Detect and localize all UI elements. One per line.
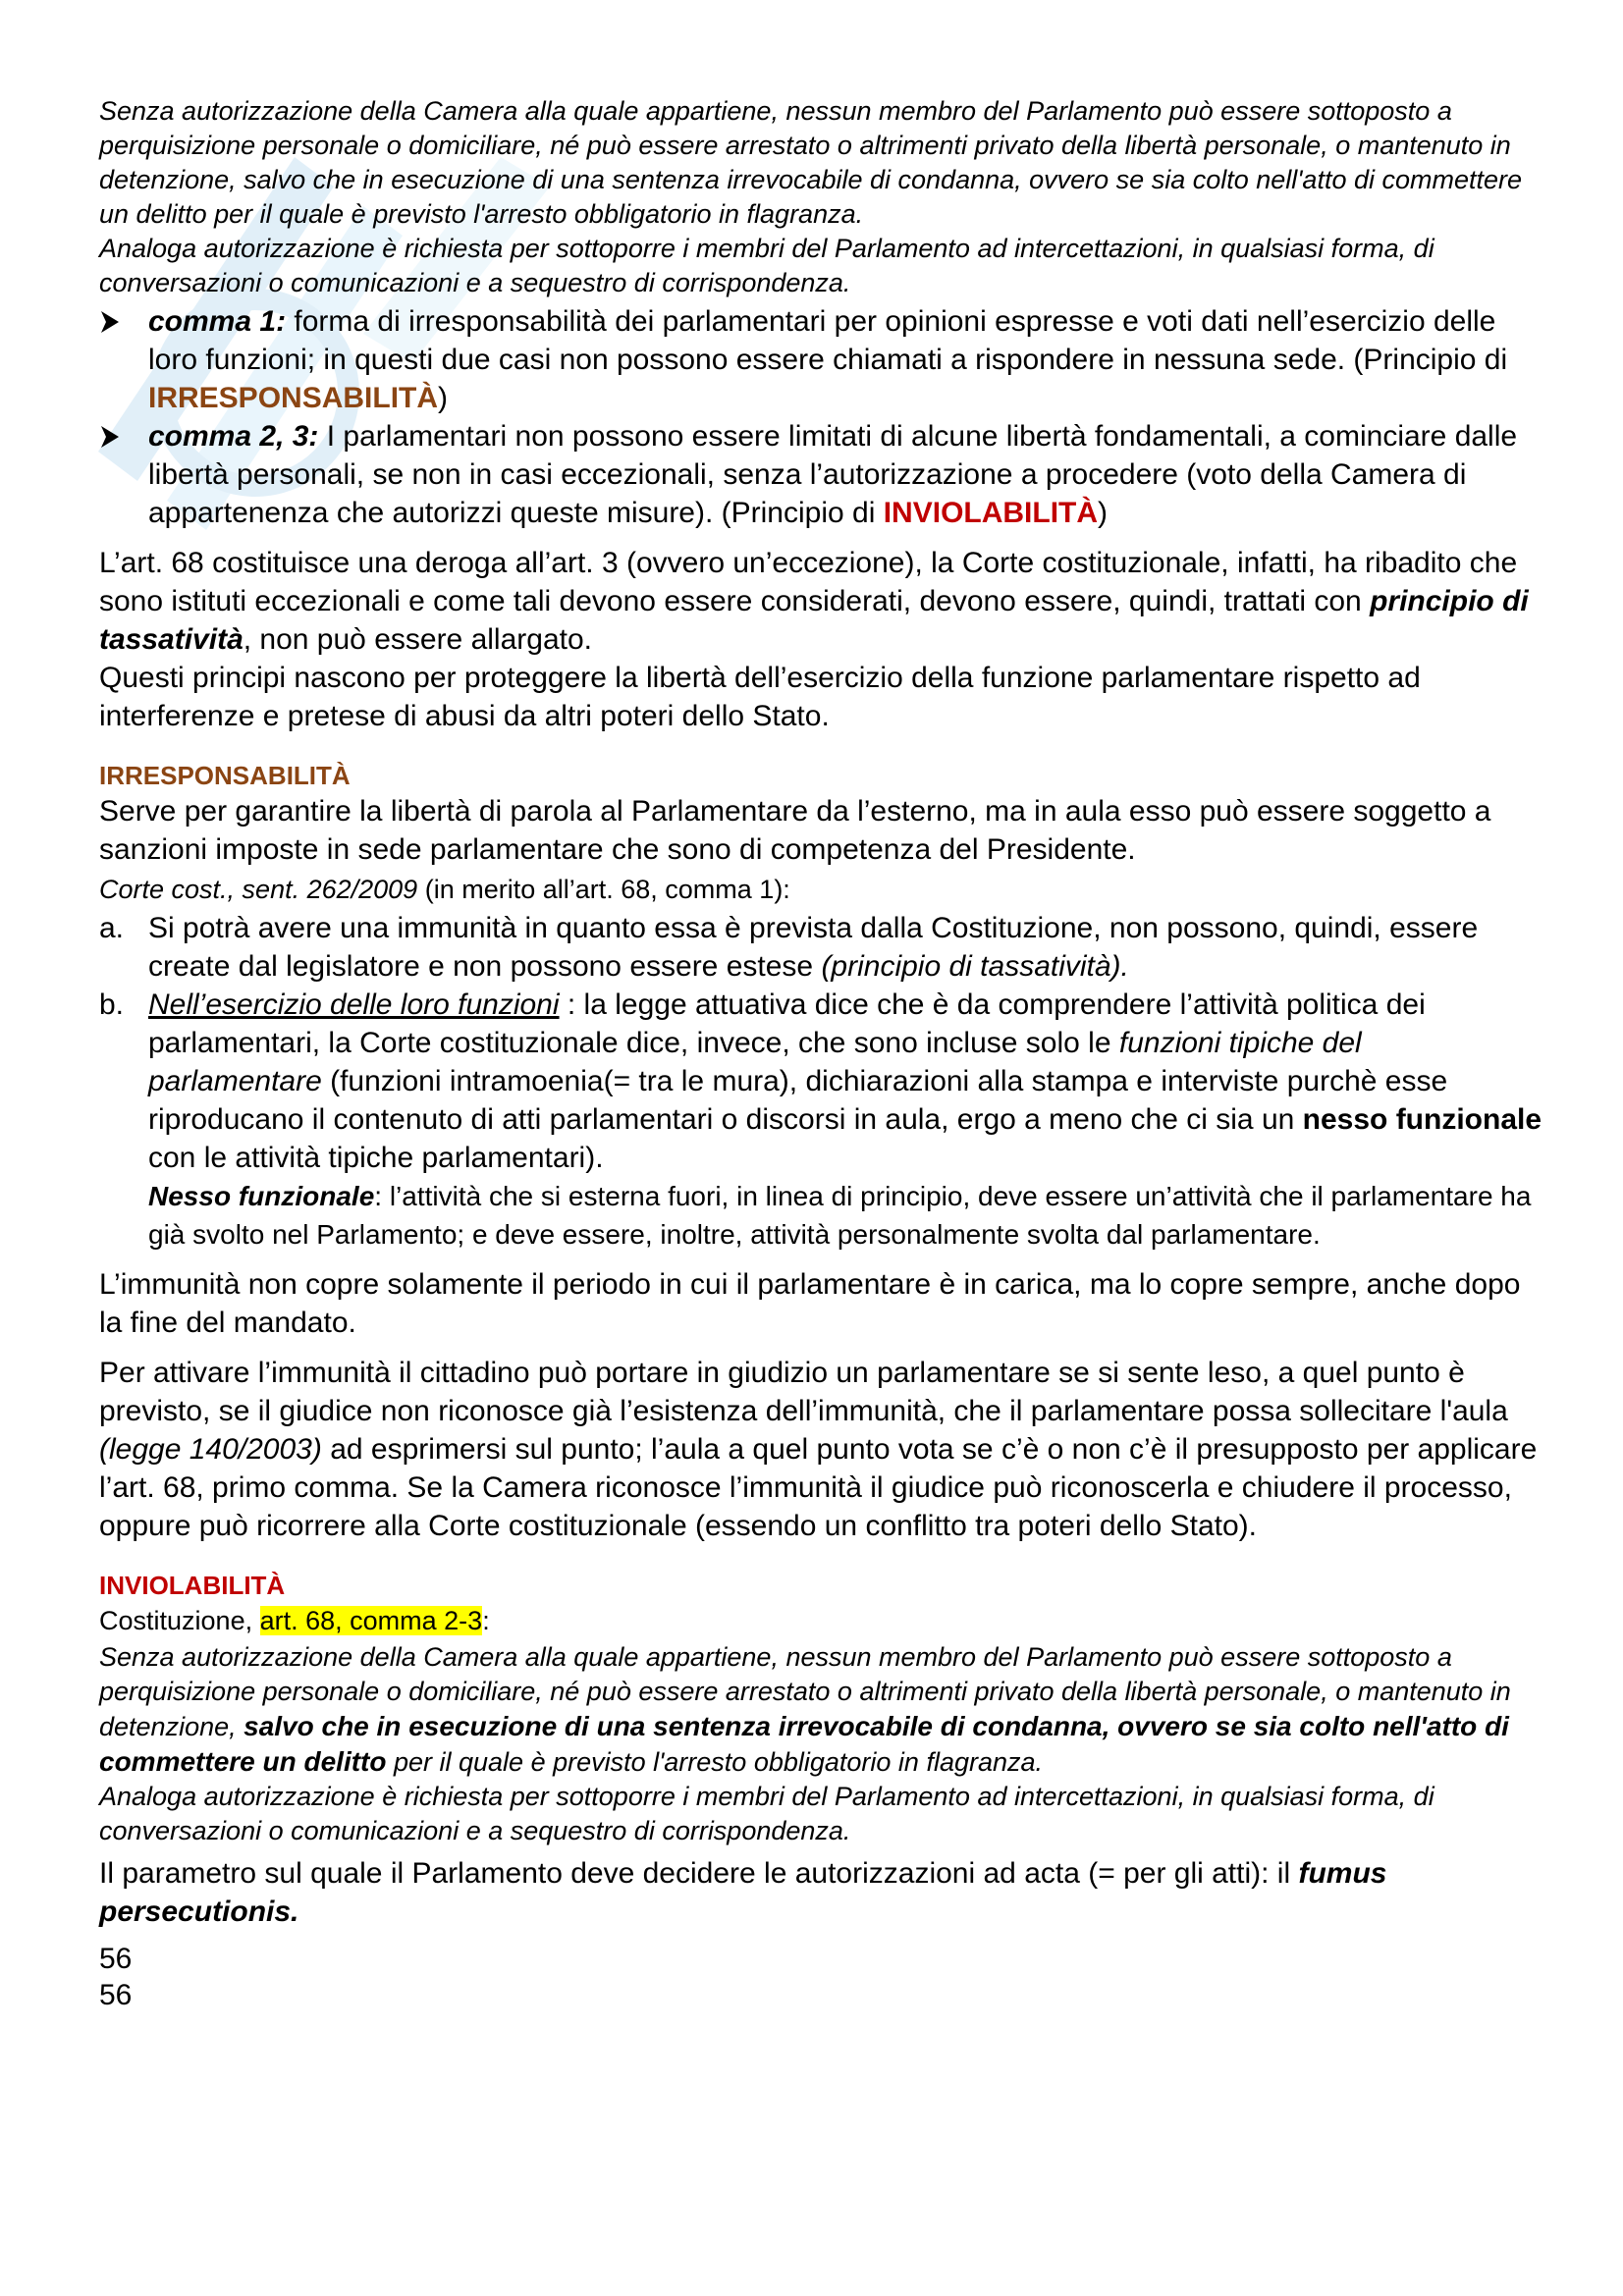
nesso-funzionale-definition: [148, 1177, 1542, 1254]
list-item-b: [99, 986, 1542, 1254]
text-run: Si potrà avere una immunità in quanto essa è prevista dalla Costituzione, non possono, quindi, essere create dal legislatore e non possono essere estese: [148, 912, 1479, 983]
text-run: (funzioni intramoenia(= tra le mura), dichiarazioni alla stampa e interviste purchè esse riproducano il contenuto di atti parlamentari o discorsi in aula, ergo a meno che ci sia un: [148, 1065, 1448, 1136]
paragraph-principi: Questi principi nascono per proteggere la libertà dell’esercizio della funzione parlamentare rispetto ad interferenze e pretese di abusi da altri poteri dello Stato.: [99, 662, 1421, 732]
text-run: con le attività tipiche parlamentari).: [148, 1142, 604, 1174]
text-underline-italic: Nell’esercizio delle loro funzioni: [148, 988, 560, 1021]
bullet-comma-1: [99, 302, 1542, 417]
text-italic: (legge 140/2003): [99, 1433, 322, 1466]
quote-art68-paragraph-2: Analoga autorizzazione è richiesta per sottoporre i membri del Parlamento ad intercettazioni, in qualsiasi forma, di conversazioni o comunicazioni e a sequestro di corrispondenza.: [99, 234, 1434, 297]
list-letter: b.: [99, 988, 125, 1021]
arrow-bullet-icon: [99, 302, 138, 345]
bullet-label: comma 1:: [148, 305, 287, 338]
text-run: , non può essere allargato.: [243, 623, 592, 656]
arrow-bullet-icon: [99, 417, 138, 459]
definition-text: : l’attività che si esterna fuori, in linea di principio, deve essere un’attività che il parlamentare ha già svolto nel Parlamento; e deve essere, inoltre, attività personalmente svolta dal parlamentare.: [148, 1181, 1532, 1250]
heading-inviolabilita: INVIOLABILITÀ: [99, 1571, 286, 1600]
page-number: 56: [99, 1943, 133, 1975]
list-item-a: [99, 909, 1542, 986]
heading-irresponsabilita: IRRESPONSABILITÀ: [99, 761, 351, 790]
definition-label: Nesso funzionale: [148, 1181, 375, 1211]
bullet-end: ): [1098, 497, 1109, 529]
text-italic: funzioni tipiche del parlamentare: [148, 1027, 1362, 1097]
paragraph-fumus: [99, 1854, 1542, 1931]
paragraph-deroga: [99, 544, 1542, 659]
bullet-keyword: INVIOLABILITÀ: [883, 497, 1099, 529]
text-run: ad esprimersi sul punto; l’aula a quel punto vota se c’è o non c’è il presupposto per applicare l’art. 68, primo comma. Se la Camera riconosce l’immunità il giudice può riconoscerla e chiudere il processo, oppure può ricorrere alla Corte costituzionale (essendo un conflitto tra poteri dello Stato).: [99, 1433, 1538, 1542]
bullet-comma-2-3: [99, 417, 1542, 532]
quote-inviolabilita-paragraph-2: Analoga autorizzazione è richiesta per sottoporre i membri del Parlamento ad intercettazioni, in qualsiasi forma, di conversazioni o comunicazioni e a sequestro di corrispondenza.: [99, 1782, 1434, 1845]
reference-italic: Corte cost., sent. 262/2009: [99, 875, 418, 904]
reference-rest: (in merito all’art. 68, comma 1):: [417, 875, 790, 904]
quote-inviolabilita-paragraph-1: [99, 1640, 1542, 1780]
bullet-text: I parlamentari non possono essere limitati di alcune libertà fondamentali, a cominciare dalle libertà personali, se non in casi eccezionali, senza l’autorizzazione a procedere (voto della Camera di appartenenza che autorizzi queste misure). (Principio di: [148, 420, 1518, 529]
bullet-keyword: IRRESPONSABILITÀ: [148, 382, 439, 414]
text-bold: salvo che in esecuzione di una sentenza irrevocabile di condanna, ovvero se sia colto nell'atto di commettere un delitto: [99, 1711, 1509, 1777]
highlighted-article: art. 68, comma 2-3: [259, 1606, 483, 1635]
bullet-label: comma 2, 3:: [148, 420, 319, 453]
text-run: :: [482, 1606, 490, 1635]
text-bold-italic: fumus persecutionis.: [99, 1857, 1387, 1928]
quote-art68-paragraph-1: Senza autorizzazione della Camera alla quale appartiene, nessun membro del Parlamento può essere sottoposto a perquisizione personale o domiciliare, né può essere arrestato o altrimenti privato della libertà personale, o mantenuto in detenzione, salvo che in esecuzione di una sentenza irrevocabile di condanna, ovvero se sia colto nell'atto di commettere un delitto per il quale è previsto l'arresto obbligatorio in flagranza.: [99, 96, 1523, 229]
text-bold: nesso funzionale: [1302, 1103, 1542, 1136]
comma-bullet-list: [99, 302, 1542, 532]
paragraph-irresponsabilita-intro: Serve per garantire la libertà di parola al Parlamentare da l’esterno, ma in aula esso può essere soggetto a sanzioni imposte in sede parlamentare che sono di competenza del Presidente.: [99, 795, 1491, 866]
costituzione-reference: [99, 1602, 1542, 1640]
document-page: [99, 94, 1542, 2013]
paragraph-immunita: L’immunità non copre solamente il periodo in cui il parlamentare è in carica, ma lo copre sempre, anche dopo la fine del mandato.: [99, 1268, 1521, 1339]
page-number: 56: [99, 1979, 133, 2011]
bullet-text: forma di irresponsabilità dei parlamentari per opinioni espresse e voti dati nell’esercizio delle loro funzioni; in questi due casi non possono essere chiamati a rispondere in nessuna sede. (Principio di: [148, 305, 1508, 376]
text-run: L’art. 68 costituisce una deroga all’art. 3 (ovvero un’eccezione), la Corte costituzionale, infatti, ha ribadito che sono istituti eccezionali e come tali devono essere considerati, devono essere, quindi, trattati con: [99, 547, 1518, 617]
paragraph-attivare-immunita: [99, 1354, 1542, 1545]
reference-corte-cost: [99, 871, 1542, 909]
text-run: per il quale è previsto l'arresto obbligatorio in flagranza.: [386, 1747, 1044, 1777]
text-run: Per attivare l’immunità il cittadino può portare in giudizio un parlamentare se si sente leso, a quel punto è previsto, se il giudice non riconosce già l’esistenza dell’immunità, che il parlamentare possa sollecitare l'aula: [99, 1357, 1508, 1427]
text-run: : la legge attuativa dice che è da comprendere l’attività politica dei parlamentari, la Corte costituzionale dice, invece, che sono incluse solo le: [148, 988, 1426, 1059]
lettered-list: [99, 909, 1542, 1254]
bullet-end: ): [438, 382, 449, 414]
page-number-block: [99, 1941, 1542, 2013]
list-letter: a.: [99, 912, 125, 944]
emphasis-tassativita: principio di tassatività: [99, 585, 1529, 656]
text-italic: (principio di tassatività).: [821, 950, 1129, 983]
text-run: Il parametro sul quale il Parlamento deve decidere le autorizzazioni ad acta (= per gli atti): il: [99, 1857, 1299, 1890]
text-run: Costituzione,: [99, 1606, 260, 1635]
text-run: Senza autorizzazione della Camera alla quale appartiene, nessun membro del Parlamento può essere sottoposto a perquisizione personale o domiciliare, né può essere arrestato o altrimenti privato della libertà personale, o mantenuto in detenzione,: [99, 1642, 1511, 1741]
